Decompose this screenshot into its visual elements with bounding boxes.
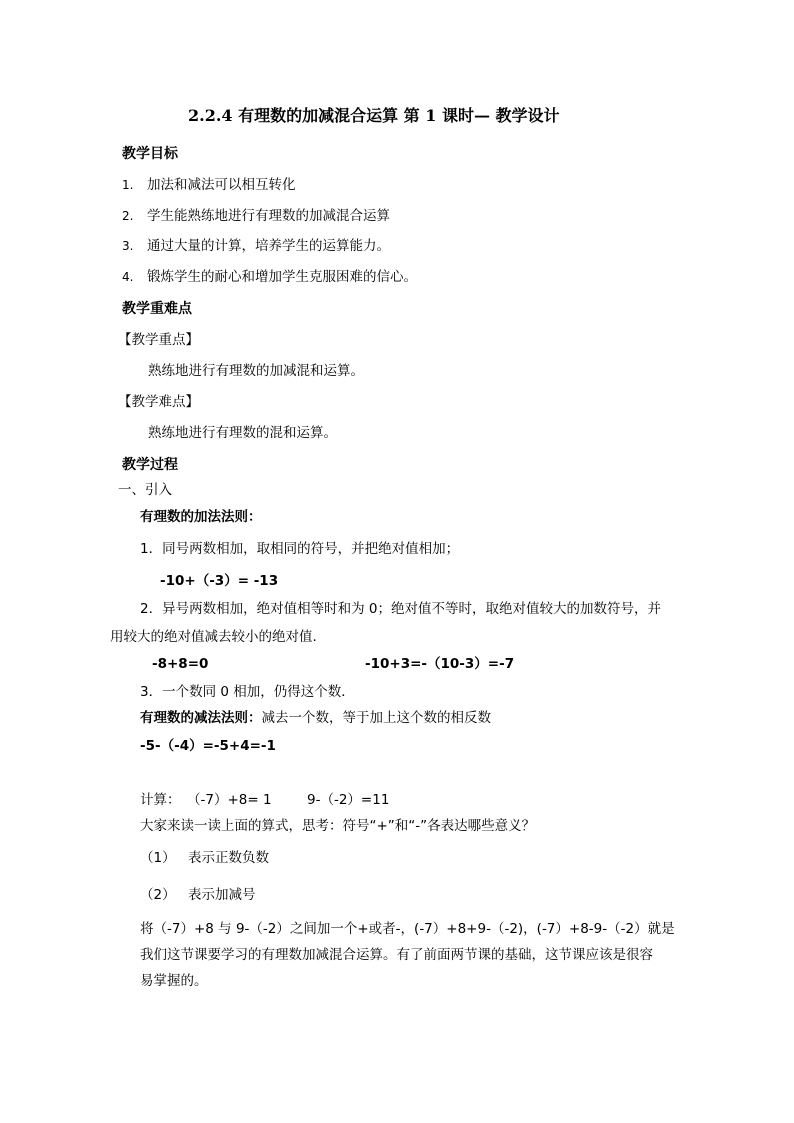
- focus-label: 【教学重点】: [118, 332, 199, 348]
- focus-text: 熟练地进行有理数的加减混和运算。: [148, 363, 364, 379]
- list-item: [122, 269, 417, 285]
- list-text: 锻炼学生的耐心和增加学生克服困难的信心。: [147, 269, 417, 285]
- list-number: 4.: [122, 270, 134, 284]
- rule-1: 1．同号两数相加，取相同的符号，并把绝对值相加；: [140, 541, 460, 557]
- example-2b: -10+3=-（10-3）=-7: [365, 656, 515, 672]
- list-number: 2.: [122, 209, 134, 223]
- answer-2: [140, 887, 256, 903]
- intro-heading: 一、引入: [118, 482, 172, 498]
- addition-rule-title: 有理数的加法法则：: [140, 509, 262, 525]
- answer-1: [140, 850, 269, 866]
- calc-2: 9-（-2）=11: [307, 792, 390, 808]
- paragraph-line-3: 易掌握的。: [140, 973, 208, 989]
- section-heading-key-points: 教学重难点: [122, 301, 192, 317]
- page-title: 2.2.4 有理数的加减混合运算 第 1 课时— 教学设计: [188, 106, 560, 125]
- answer-number: （2）: [140, 887, 176, 903]
- answer-text: 表示正数负数: [188, 850, 269, 866]
- rule-2-line-1: 2．异号两数相加，绝对值相等时和为 0；绝对值不等时，取绝对值较大的加数符号，并: [140, 601, 661, 617]
- list-item: [122, 208, 390, 224]
- subtraction-rule-text: 减去一个数，等于加上这个数的相反数: [261, 710, 491, 726]
- list-text: 通过大量的计算，培养学生的运算能力。: [147, 238, 390, 254]
- rule-3: 3．一个数同 0 相加，仍得这个数．: [140, 684, 355, 700]
- list-item: [122, 238, 390, 254]
- example-1: -10+（-3）= -13: [160, 573, 279, 589]
- example-subtraction: -5-（-4）=-5+4=-1: [140, 738, 276, 754]
- list-number: 3.: [122, 239, 134, 253]
- paragraph-line-2: 我们这节课要学习的有理数加减混合运算。有了前面两节课的基础，这节课应该是很容: [140, 947, 653, 963]
- subtraction-rule-title: 有理数的减法法则：: [140, 710, 262, 726]
- list-item: [122, 177, 296, 193]
- example-2a: -8+8=0: [152, 656, 209, 672]
- paragraph-line-1: 将（-7）+8 与 9-（-2）之间加一个+或者-，(-7）+8+9-（-2)，(-7）+8-9-（-2）就是: [140, 921, 675, 937]
- list-text: 学生能熟练地进行有理数的加减混合运算: [147, 208, 390, 224]
- calc-1: （-7）+8= 1: [187, 792, 272, 808]
- answer-number: （1）: [140, 850, 176, 866]
- list-number: 1.: [122, 178, 134, 192]
- rule-2-line-2: 用较大的绝对值减去较小的绝对值.: [110, 629, 317, 645]
- difficulty-text: 熟练地进行有理数的混和运算。: [148, 425, 337, 441]
- section-heading-objectives: 教学目标: [122, 146, 178, 162]
- question: 大家来读一读上面的算式，思考：符号“+”和“-”各表达哪些意义？: [140, 818, 536, 834]
- difficulty-label: 【教学难点】: [118, 394, 199, 410]
- subtraction-rule: [140, 712, 491, 726]
- section-heading-process: 教学过程: [122, 457, 178, 473]
- list-text: 加法和减法可以相互转化: [147, 177, 296, 193]
- calc-label: 计算：: [140, 792, 181, 808]
- answer-text: 表示加减号: [188, 887, 256, 903]
